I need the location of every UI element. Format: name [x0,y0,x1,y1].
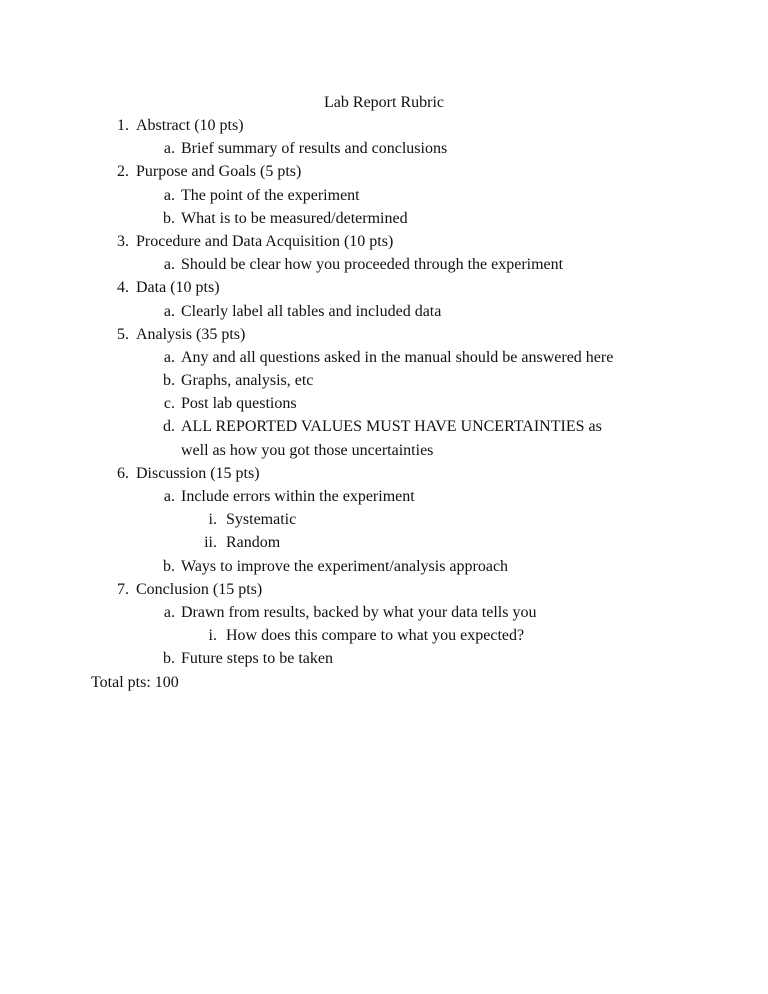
section-heading [0,323,768,346]
rubric-list [0,114,768,694]
section-item [0,392,768,415]
list-text: Graphs, analysis, etc [181,372,314,390]
list-marker: i. [208,627,217,645]
list-marker: a. [163,186,175,204]
list-text: What is to be measured/determined [181,209,408,227]
section-item [0,601,768,624]
list-marker: a. [163,603,175,621]
section-heading [0,276,768,299]
list-text: Systematic [226,511,297,529]
section-heading [0,160,768,183]
list-text: Random [226,534,281,552]
list-marker: a. [163,348,175,366]
list-text: Purpose and Goals (5 pts) [136,163,302,181]
list-marker: 7. [117,580,129,598]
list-marker: b. [163,209,175,227]
section-heading [0,462,768,485]
list-marker: b. [163,372,175,390]
section-subitem [0,624,768,647]
list-marker: 1. [117,117,129,134]
list-text: Conclusion (15 pts) [136,580,263,598]
list-marker: b. [163,557,175,575]
list-text: Procedure and Data Acquisition (10 pts) [136,232,394,250]
section-heading [0,578,768,601]
list-text: Post lab questions [181,395,297,413]
list-text: Ways to improve the experiment/analysis approach [181,557,509,575]
list-text: Any and all questions asked in the manual should be answered here [181,348,614,366]
list-text: Clearly label all tables and included data [181,302,442,320]
list-text: Include errors within the experiment [181,488,415,505]
section-item-continuation [0,439,768,462]
list-text: Abstract (10 pts) [136,117,244,134]
list-marker: a. [163,488,175,505]
section-subitem [0,508,768,531]
section-heading [0,114,768,137]
list-marker: c. [163,395,175,413]
list-marker: 5. [117,325,129,343]
list-marker: a. [163,256,175,274]
section-subitem [0,531,768,554]
list-marker: 4. [117,279,129,297]
list-marker: 3. [117,232,129,250]
list-marker: ii. [204,534,217,552]
list-text: The point of the experiment [181,186,360,204]
list-marker: 6. [117,464,129,482]
list-text: well as how you got those uncertainties [181,441,434,459]
list-text: Discussion (15 pts) [136,464,260,482]
section-item [0,137,768,160]
section-item [0,485,768,508]
list-text: ALL REPORTED VALUES MUST HAVE UNCERTAINTIES as [181,418,602,436]
section-item [0,369,768,392]
list-marker: i. [208,511,217,529]
list-text: Data (10 pts) [136,279,220,297]
list-text: How does this compare to what you expected? [226,627,525,645]
page-title: Lab Report Rubric [324,94,444,111]
section-item [0,184,768,207]
section-item [0,300,768,323]
section-item [0,346,768,369]
list-text: Future steps to be taken [181,650,333,668]
section-item [0,555,768,578]
list-marker: d. [163,418,175,436]
list-marker: a. [163,302,175,320]
list-marker: b. [163,650,175,668]
list-marker: 2. [117,163,129,181]
list-text: Should be clear how you proceeded through the experiment [181,256,564,274]
list-marker: a. [163,140,175,158]
list-text: Analysis (35 pts) [136,325,246,343]
list-text: Total pts: 100 [91,673,179,691]
section-item [0,207,768,230]
section-item [0,253,768,276]
section-heading [0,230,768,253]
list-text: Brief summary of results and conclusions [181,140,448,158]
section-item [0,647,768,670]
list-text: Drawn from results, backed by what your data tells you [181,603,537,621]
total-points [0,671,768,694]
section-item [0,415,768,438]
